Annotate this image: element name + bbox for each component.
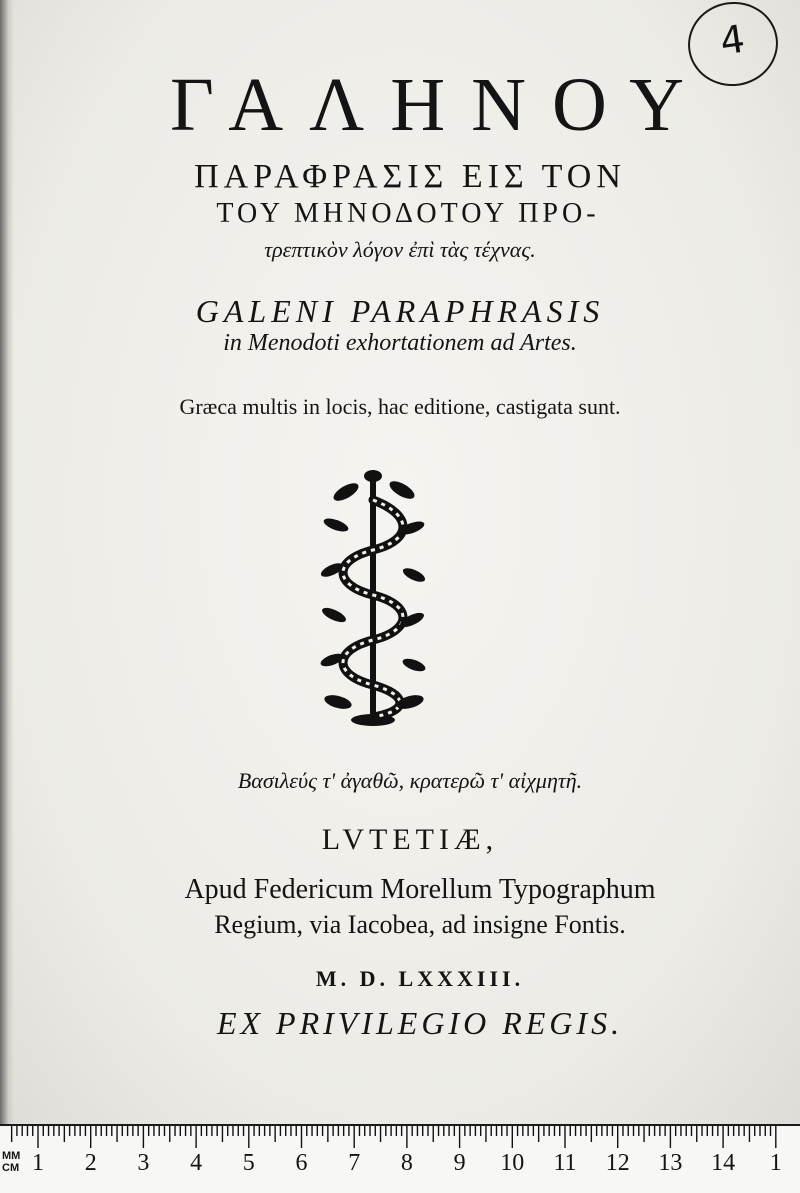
ruler-number: 11 bbox=[553, 1150, 577, 1176]
ruler-number: 8 bbox=[400, 1150, 413, 1176]
ruler-number: 9 bbox=[453, 1150, 466, 1176]
ruler-number: 12 bbox=[605, 1150, 630, 1176]
ruler-number: 5 bbox=[242, 1150, 255, 1176]
ruler-number: 3 bbox=[137, 1150, 150, 1176]
printer-line-1: Apud Federicum Morellum Typographum bbox=[184, 874, 656, 905]
greek-subtitle-line-2: ΤΟΥ ΜΗΝΟΔΟΤΟΥ ΠΡΟ- bbox=[216, 198, 600, 229]
ruler-number: 2 bbox=[84, 1150, 97, 1176]
imprint-year: M. D. LXXXIII. bbox=[315, 966, 525, 991]
ruler-number: 7 bbox=[348, 1150, 361, 1176]
ruler-unit-label: MM CM bbox=[2, 1150, 21, 1174]
folio-number: 4 bbox=[717, 16, 748, 64]
latin-subtitle: in Menodoti exhortationem ad Artes. bbox=[223, 330, 577, 356]
ruler-number: 4 bbox=[190, 1150, 203, 1176]
serpent-staff-icon bbox=[318, 470, 428, 732]
imprint-place: LVTETIÆ, bbox=[321, 823, 499, 856]
edition-note: Græca multis in locis, hac editione, castigata sunt. bbox=[179, 394, 621, 419]
printer-line-2: Regium, via Iacobea, ad insigne Fontis. bbox=[214, 910, 626, 939]
ruler-number: 1 bbox=[769, 1150, 782, 1176]
ruler-number: 10 bbox=[500, 1150, 525, 1176]
latin-title: GALENI PARAPHRASIS bbox=[195, 293, 605, 329]
greek-title: ΓΑΛΗΝΟΥ bbox=[170, 63, 710, 147]
privilege-line: EX PRIVILEGIO REGIS. bbox=[216, 1005, 624, 1041]
ruler-number: 1 bbox=[32, 1150, 44, 1176]
ruler-number: 13 bbox=[658, 1150, 683, 1176]
ruler-number: 6 bbox=[295, 1150, 308, 1176]
ruler-number: 14 bbox=[711, 1150, 736, 1176]
greek-subtitle-line-3: τρεπτικὸν λόγον ἐπὶ τὰς τέχνας. bbox=[264, 237, 536, 262]
greek-motto: Βασιλεύς τ' ἀγαθῶ, κρατερῶ τ' αἰχμητῆ. bbox=[237, 768, 583, 793]
greek-subtitle-line-1: ΠΑΡΑΦΡΑΣΙΣ ΕΙΣ ΤΟΝ bbox=[194, 158, 626, 195]
